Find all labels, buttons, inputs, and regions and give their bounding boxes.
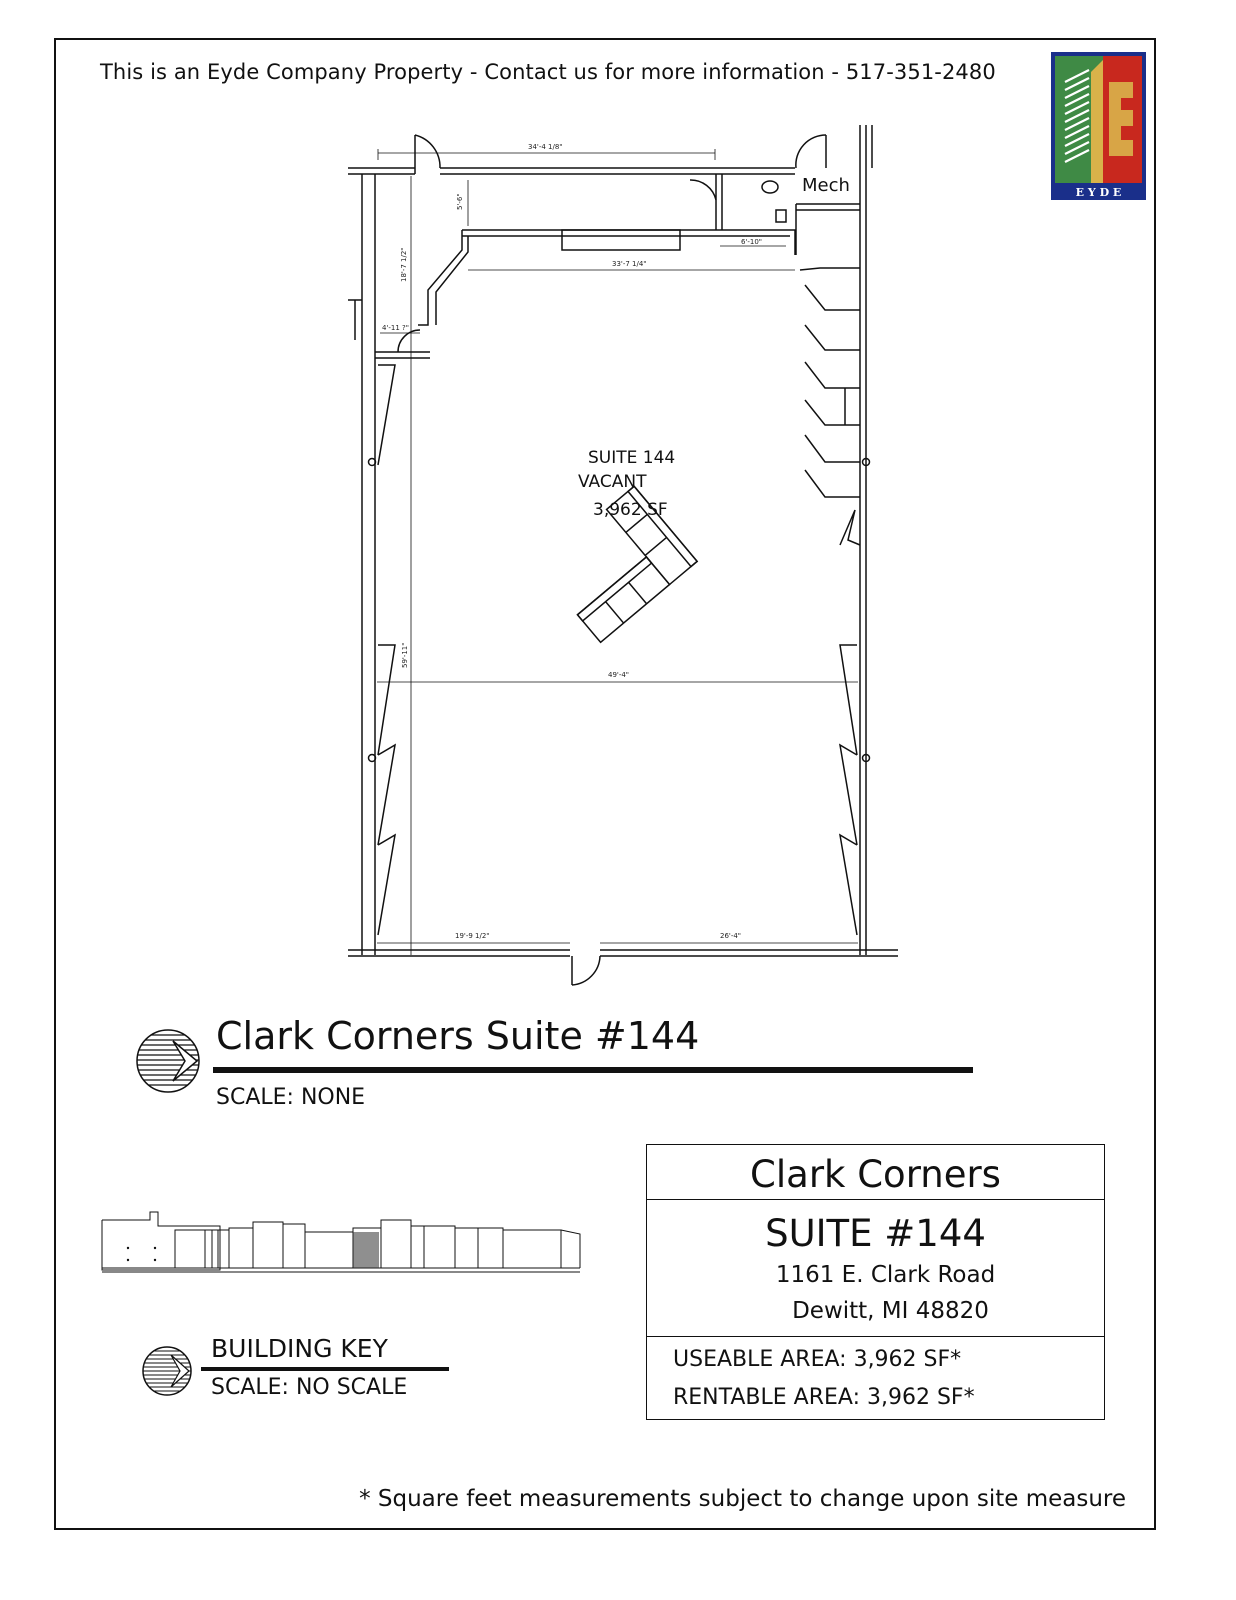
dim-vestibule-width: 4'-11 ?" xyxy=(382,324,409,332)
status-label: VACANT xyxy=(578,472,647,492)
logo-brand-text: E Y D E xyxy=(1075,186,1122,199)
dim-mid-width: 49'-4" xyxy=(608,671,630,679)
dim-restroom-width: 6'-10" xyxy=(741,238,763,246)
footnote: * Square feet measurements subject to change upon site measure xyxy=(359,1486,1126,1512)
contact-header: This is an Eyde Company Property - Contact us for more information - 517-351-2480 xyxy=(100,60,996,84)
building-key-rule xyxy=(201,1367,449,1371)
dim-bottom-left-width: 19'-9 1/2" xyxy=(455,932,490,940)
area-label: 3,962 SF xyxy=(593,500,668,520)
dim-left-lower-height: 59'-11" xyxy=(401,642,409,668)
property-name: Clark Corners xyxy=(750,1153,1001,1196)
plan-scale: SCALE: NONE xyxy=(216,1085,366,1110)
building-key-map xyxy=(100,1210,590,1280)
room-label-mech: Mech xyxy=(802,175,850,196)
info-area-row xyxy=(647,1337,1104,1419)
dim-left-upper-height: 18'-7 1/2" xyxy=(400,247,408,282)
address-line1: 1161 E. Clark Road xyxy=(775,1262,996,1288)
dim-bottom-right-width: 26'-4" xyxy=(720,932,742,940)
info-header-row xyxy=(647,1145,1104,1200)
building-key-scale: SCALE: NO SCALE xyxy=(211,1375,408,1400)
info-address-row xyxy=(647,1200,1104,1337)
building-key-title: BUILDING KEY xyxy=(211,1334,388,1363)
property-info-box xyxy=(646,1144,1105,1420)
north-arrow-icon xyxy=(135,1027,201,1095)
useable-area: USEABLE AREA: 3,962 SF* xyxy=(673,1347,962,1372)
dim-top-depth: 5'-6" xyxy=(456,193,464,210)
address-line2: Dewitt, MI 48820 xyxy=(792,1298,989,1324)
dim-top-width: 34'-4 1/8" xyxy=(528,143,563,151)
key-north-arrow-icon xyxy=(141,1345,193,1397)
suite-number: SUITE #144 xyxy=(765,1212,986,1255)
plan-title-rule xyxy=(213,1067,973,1073)
suite-label: SUITE 144 xyxy=(588,448,676,468)
plan-title: Clark Corners Suite #144 xyxy=(216,1014,700,1058)
rentable-area: RENTABLE AREA: 3,962 SF* xyxy=(673,1385,975,1410)
dim-inner-width: 33'-7 1/4" xyxy=(612,260,647,268)
